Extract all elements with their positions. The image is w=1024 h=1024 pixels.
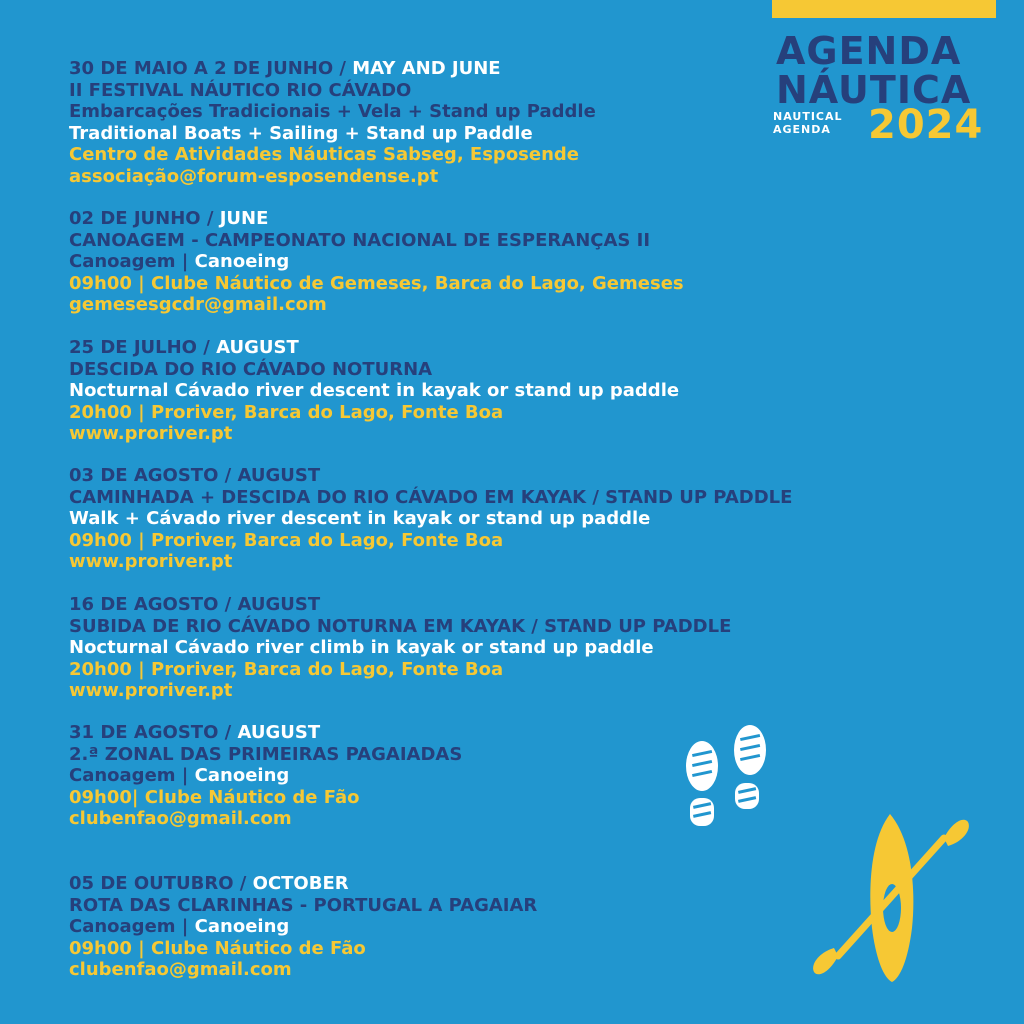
top-accent-bar: [772, 0, 996, 18]
event-contact: gemesesgcdr@gmail.com: [69, 294, 327, 315]
event-title: 2.ª ZONAL DAS PRIMEIRAS PAGAIADAS: [69, 743, 463, 765]
event-date: [69, 722, 999, 744]
logo-title-line2: NÁUTICA: [776, 68, 972, 112]
event-title: CAMINHADA + DESCIDA DO RIO CÁVADO EM KAYAK / STAND UP PADDLE: [69, 486, 793, 508]
event-date-pt: 25 DE JULHO /: [69, 337, 210, 358]
event-date: [69, 58, 999, 80]
logo-title-line1: AGENDA: [776, 29, 962, 73]
event-contact: clubenfao@gmail.com: [69, 959, 292, 980]
event-date: [69, 208, 999, 230]
event-date-en: OCTOBER: [252, 873, 349, 894]
logo-subtitle-line1: NAUTICAL: [773, 110, 843, 123]
event-contact: www.proriver.pt: [69, 551, 233, 572]
event-location: 20h00 | Proriver, Barca do Lago, Fonte Boa: [69, 401, 504, 423]
event-item: [69, 337, 999, 445]
event-category-pt: Canoagem |: [69, 916, 189, 937]
event-category-en: Canoeing: [194, 251, 290, 272]
event-category-en: Canoeing: [194, 916, 290, 937]
event-location: 20h00 | Proriver, Barca do Lago, Fonte Boa: [69, 658, 504, 680]
event-description: Nocturnal Cávado river descent in kayak or stand up paddle: [69, 380, 680, 401]
event-item: [69, 594, 999, 702]
event-item: [69, 58, 999, 187]
event-location: 09h00 | Proriver, Barca do Lago, Fonte Boa: [69, 529, 504, 551]
event-date-pt: 05 DE OUTUBRO /: [69, 873, 247, 894]
event-category-pt: Canoagem |: [69, 765, 189, 786]
footprints-icon: [680, 724, 780, 834]
event-category-pt: Canoagem |: [69, 251, 189, 272]
event-date-pt: 16 DE AGOSTO / AUGUST: [69, 594, 321, 615]
event-category: [69, 765, 999, 787]
event-date-en: AUGUST: [216, 337, 299, 358]
event-date: [69, 337, 999, 359]
event-date-en: JUNE: [219, 208, 269, 229]
event-date-pt: 02 DE JUNHO /: [69, 208, 214, 229]
event-category-pt: Embarcações Tradicionais + Vela + Stand up Paddle: [69, 101, 596, 122]
event-category: [69, 251, 999, 273]
event-title: II FESTIVAL NÁUTICO RIO CÁVADO: [69, 79, 412, 101]
event-item: [69, 208, 999, 316]
event-date-en: MAY AND JUNE: [352, 58, 501, 79]
logo-year: 2024: [868, 102, 984, 148]
event-contact: www.proriver.pt: [69, 680, 233, 701]
kayak-paddle-icon: [812, 810, 972, 985]
event-title: CANOAGEM - CAMPEONATO NACIONAL DE ESPERANÇAS II: [69, 229, 651, 251]
event-contact: www.proriver.pt: [69, 423, 233, 444]
event-date-pt: 03 DE AGOSTO / AUGUST: [69, 465, 321, 486]
event-location: 09h00 | Clube Náutico de Gemeses, Barca do Lago, Gemeses: [69, 272, 684, 294]
event-title: DESCIDA DO RIO CÁVADO NOTURNA: [69, 358, 433, 380]
event-contact: clubenfao@gmail.com: [69, 808, 292, 829]
event-location: Centro de Atividades Náuticas Sabseg, Esposende: [69, 144, 580, 165]
event-date-pt: 31 DE AGOSTO /: [69, 722, 232, 743]
event-date-en: AUGUST: [237, 722, 321, 743]
event-category-en: Traditional Boats + Sailing + Stand up Paddle: [69, 122, 533, 144]
event-description: Walk + Cávado river descent in kayak or stand up paddle: [69, 508, 651, 529]
event-location: 09h00 | Clube Náutico de Fão: [69, 937, 366, 959]
event-description: Nocturnal Cávado river climb in kayak or stand up paddle: [69, 637, 654, 658]
event-category-en: Canoeing: [194, 765, 290, 786]
event-location: 09h00| Clube Náutico de Fão: [69, 786, 360, 808]
event-item: [69, 465, 999, 573]
event-title: SUBIDA DE RIO CÁVADO NOTURNA EM KAYAK / STAND UP PADDLE: [69, 615, 732, 637]
logo-subtitle-line2: AGENDA: [773, 123, 831, 136]
event-contact: associação@forum-esposendense.pt: [69, 165, 439, 187]
event-date-pt: 30 DE MAIO A 2 DE JUNHO /: [69, 58, 347, 79]
event-title: ROTA DAS CLARINHAS - PORTUGAL A PAGAIAR: [69, 894, 538, 916]
